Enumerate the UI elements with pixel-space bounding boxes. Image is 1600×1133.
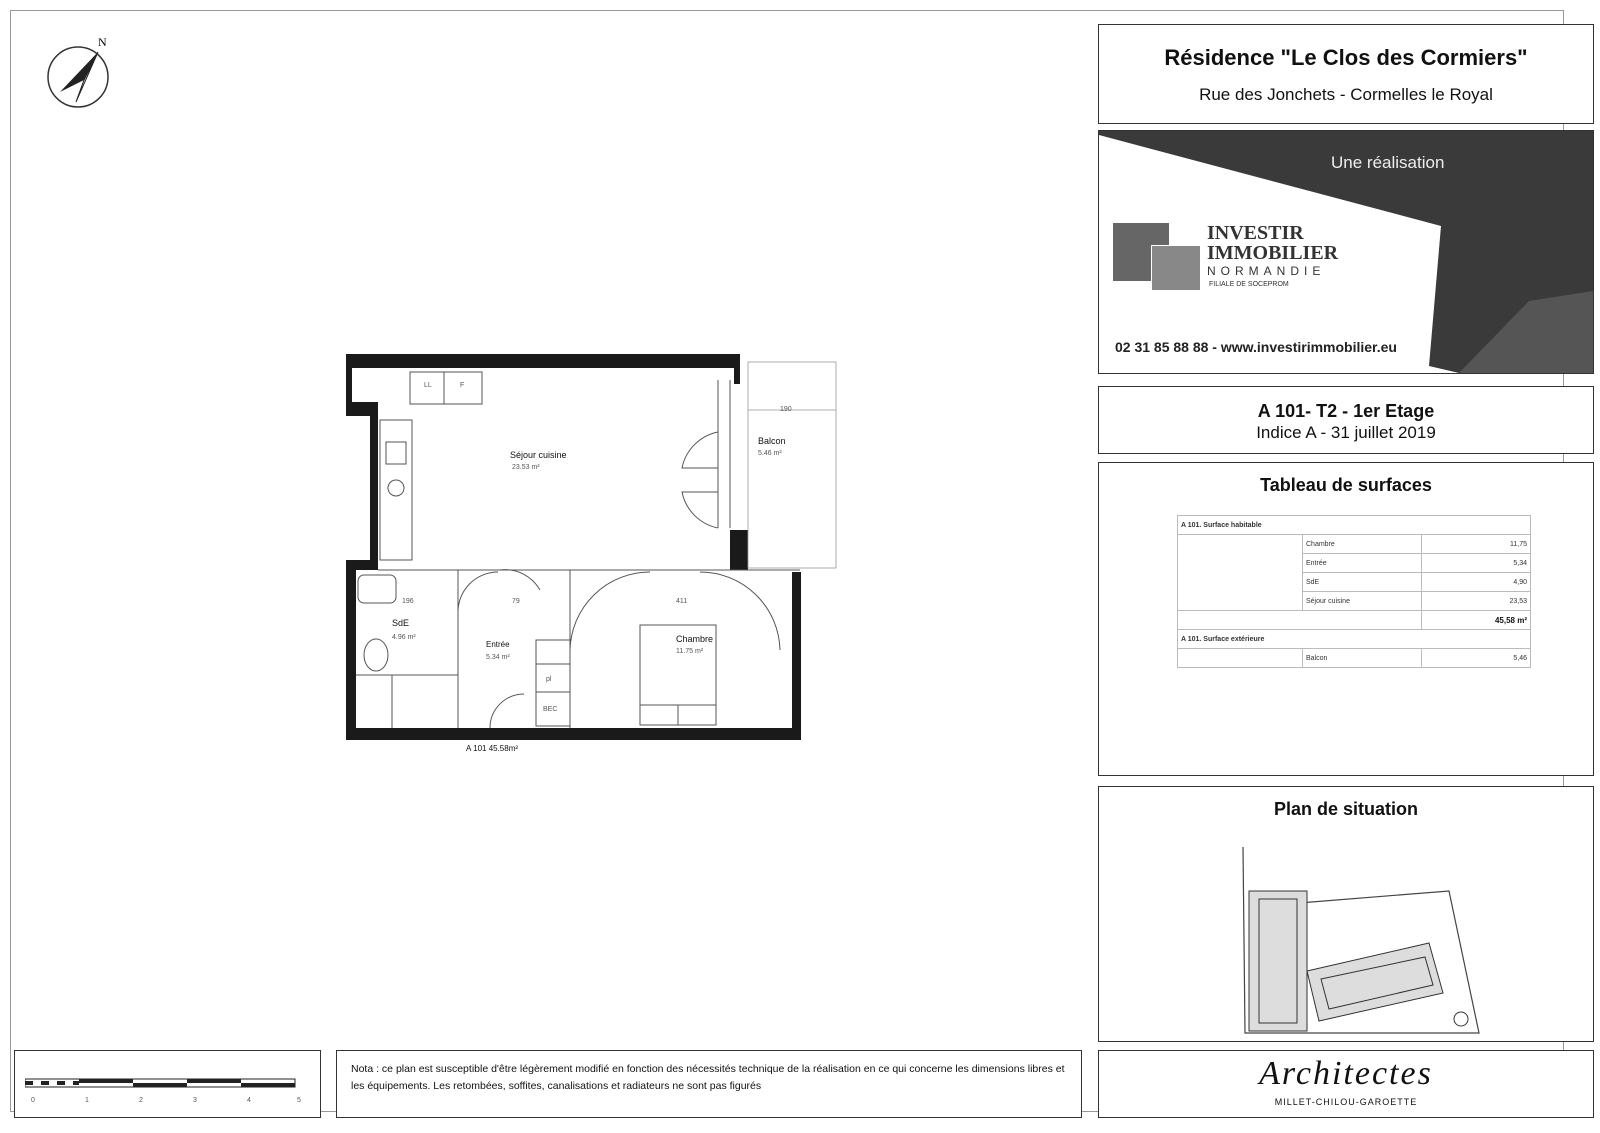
north-arrow-icon [1454,1012,1468,1026]
room-entree-area: 5.34 m² [486,654,510,661]
mark-f: F [460,382,465,389]
surfaces-block [1098,462,1594,776]
surfaces-table [1177,515,1531,668]
dim-190: 190 [780,406,792,413]
room-sde-area: 4.96 m² [392,634,416,641]
brand-line1: INVESTIR [1207,222,1304,244]
brand-sub: FILIALE DE SOCEPROM [1209,281,1289,288]
room-sejour-label: Séjour cuisine [510,450,567,460]
dim-411: 411 [676,598,688,605]
scale-tick: 2 [139,1097,143,1104]
brand-line2: IMMOBILIER [1207,242,1339,264]
unit-line2: Indice A - 31 juillet 2019 [1256,423,1436,442]
title-block [1098,24,1594,124]
scale-tick: 5 [297,1097,301,1104]
table-row: SdE 4,90 [1178,573,1531,592]
unit-block [1098,386,1594,454]
mark-pl: pl [546,676,552,683]
scale-tick: 0 [31,1097,35,1104]
promoter-logo-icon [1113,223,1203,291]
north-label: N [98,35,107,49]
brand-line3: NORMANDIE [1207,264,1326,278]
mark-ll: LL [424,382,432,389]
scale-bar [25,1075,311,1099]
total-value: 45,58 m² [1422,611,1531,630]
exterior-title: A 101. Surface extérieure [1178,630,1531,649]
table-row [1178,611,1531,630]
note-block [336,1050,1082,1118]
architect-block [1098,1050,1594,1118]
room-chambre-label: Chambre [676,634,714,644]
room-chambre-area: 11.75 m² [676,648,704,655]
situation-heading: Plan de situation [1273,799,1419,819]
scale-tick: 4 [247,1097,251,1104]
situation-map [1229,843,1589,1037]
table-row: Balcon 5,46 [1178,649,1531,668]
room-sde-label: SdE [392,618,410,628]
promoter-contact: 02 31 85 88 88 - www.investirimmobilier.eu [1115,339,1397,355]
note-text: Nota : ce plan est susceptible d'être légèrement modifié en fonction des nécessités technique de la réalisation en ce qui concerne les dimensions libres et les équipements. Les retombées, soffites, canalisations et radiateurs ne sont pas figurés [351,1063,1065,1092]
architect-names: MILLET-CHILOU-GAROETTE [1274,1097,1418,1107]
scale-block [14,1050,321,1118]
scale-tick: 1 [85,1097,89,1104]
north-arrow-icon [40,32,120,112]
plan-caption: A 101 45.58m² [466,744,519,753]
situation-block [1098,786,1594,1042]
table-row: Entrée 5,34 [1178,554,1531,573]
room-sejour-area: 23.53 m² [512,464,540,471]
surfaces-heading: Tableau de surfaces [1260,475,1432,495]
promoter-block [1098,130,1594,374]
habitable-title: A 101. Surface habitable [1178,516,1531,535]
compass-rose [40,32,120,112]
residence-title: Résidence "Le Clos des Cormiers" [1164,45,1528,70]
table-row: Chambre 11,75 [1178,535,1531,554]
architect-signature: Architectes [1259,1055,1433,1092]
residence-address: Rue des Jonchets - Cormelles le Royal [1199,85,1493,104]
room-balcon-label: Balcon [758,436,786,446]
dim-196: 196 [402,598,414,605]
room-entree-label: Entrée [486,640,510,649]
mark-bec: BEC [543,706,558,713]
floor-plan [340,350,850,770]
dim-79: 79 [512,598,520,605]
promoter-tagline: Une réalisation [1331,153,1445,172]
room-balcon-area: 5.46 m² [758,450,782,457]
table-row: Séjour cuisine 23,53 [1178,592,1531,611]
scale-tick: 3 [193,1097,197,1104]
unit-line1: A 101- T2 - 1er Etage [1257,401,1435,421]
